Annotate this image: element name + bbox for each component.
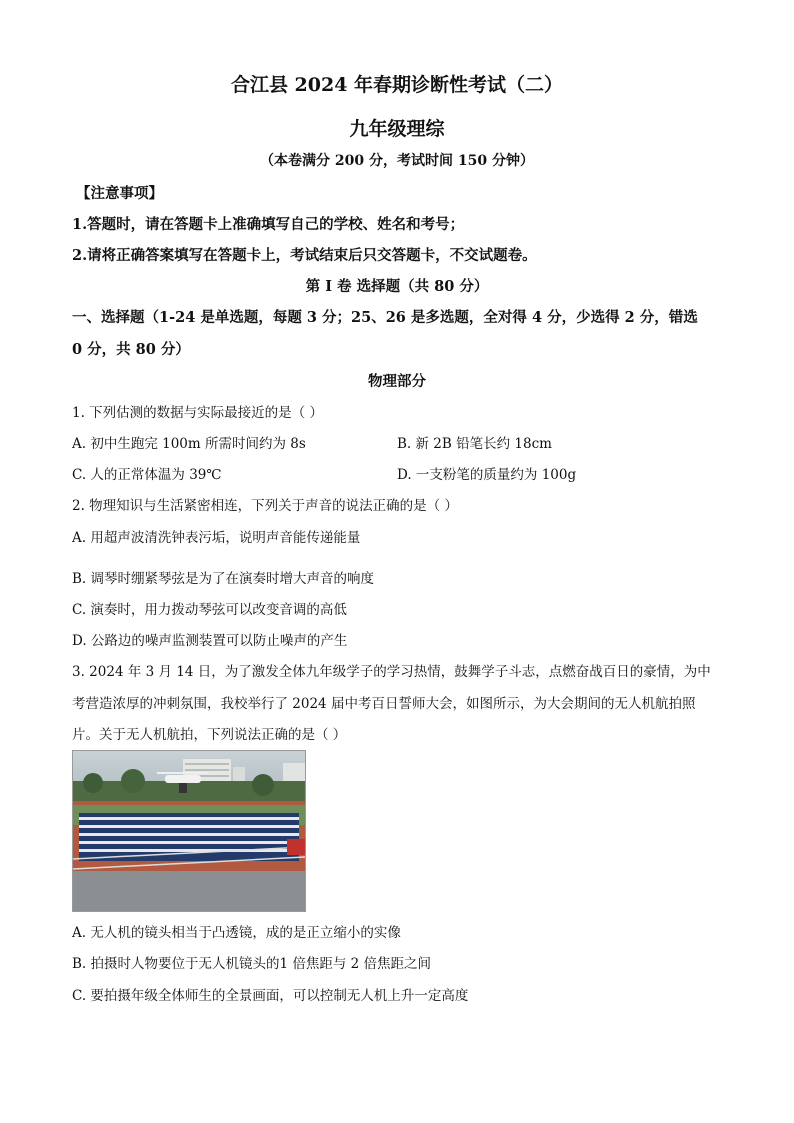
question-1-option-d: D. 一支粉笔的质量约为 100g bbox=[397, 467, 577, 483]
section-instruction-line-2: 0 分，共 80 分） bbox=[72, 341, 190, 358]
question-3-stem-line-2: 考营造浓厚的冲刺氛围，我校举行了 2024 届中考百日誓师大会，如图所示，为大会期间的无人机航拍照 bbox=[72, 696, 696, 712]
section-instruction-line-1: 一、选择题（1-24 是单选题，每题 3 分；25、26 是多选题，全对得 4 分，少选得 2 分，错选 bbox=[72, 309, 698, 326]
question-2-option-a: A. 用超声波清洗钟表污垢，说明声音能传递能量 bbox=[72, 530, 361, 546]
question-2-option-b: B. 调琴时绷紧琴弦是为了在演奏时增大声音的响度 bbox=[72, 571, 375, 587]
drone-photo-illustration bbox=[73, 751, 305, 911]
notice-heading: 【注意事项】 bbox=[76, 185, 163, 202]
exam-score-time-note: （本卷满分 200 分，考试时间 150 分钟） bbox=[260, 153, 534, 169]
drone-aerial-photo bbox=[72, 750, 306, 912]
question-2-option-d: D. 公路边的噪声监测装置可以防止噪声的产生 bbox=[72, 633, 348, 649]
question-3-stem-line-3: 片。关于无人机航拍，下列说法正确的是（ ） bbox=[72, 727, 347, 743]
question-2-stem: 2. 物理知识与生活紧密相连，下列关于声音的说法正确的是（ ） bbox=[72, 498, 458, 514]
question-2-option-c: C. 演奏时，用力拨动琴弦可以改变音调的高低 bbox=[72, 602, 347, 618]
question-1-option-a: A. 初中生跑完 100m 所需时间约为 8s bbox=[72, 436, 306, 452]
question-3-option-a: A. 无人机的镜头相当于凸透镜，成的是正立缩小的实像 bbox=[72, 925, 401, 941]
notice-item-2: 2.请将正确答案填写在答题卡上，考试结束后只交答题卡，不交试题卷。 bbox=[72, 247, 537, 264]
question-1-stem: 1. 下列估测的数据与实际最接近的是（ ） bbox=[72, 405, 323, 421]
question-3-option-b: B. 拍摄时人物要位于无人机镜头的1 倍焦距与 2 倍焦距之间 bbox=[72, 956, 432, 972]
physics-part-heading: 物理部分 bbox=[368, 373, 426, 390]
notice-item-1: 1.答题时，请在答题卡上准确填写自己的学校、姓名和考号； bbox=[72, 216, 465, 233]
exam-subtitle: 九年级理综 bbox=[349, 118, 445, 140]
question-3-option-c: C. 要拍摄年级全体师生的全景画面，可以控制无人机上升一定高度 bbox=[72, 988, 469, 1004]
question-1-option-c: C. 人的正常体温为 39℃ bbox=[72, 467, 222, 483]
question-3-stem-line-1: 3. 2024 年 3 月 14 日，为了激发全体九年级学子的学习热情，鼓舞学子斗志，点燃奋战百日的豪情，为中 bbox=[72, 664, 711, 680]
exam-title: 合江县 2024 年春期诊断性考试（二） bbox=[230, 74, 564, 96]
volume-heading: 第 Ⅰ 卷 选择题（共 80 分） bbox=[305, 278, 489, 295]
question-1-option-b: B. 新 2B 铅笔长约 18cm bbox=[397, 436, 552, 452]
